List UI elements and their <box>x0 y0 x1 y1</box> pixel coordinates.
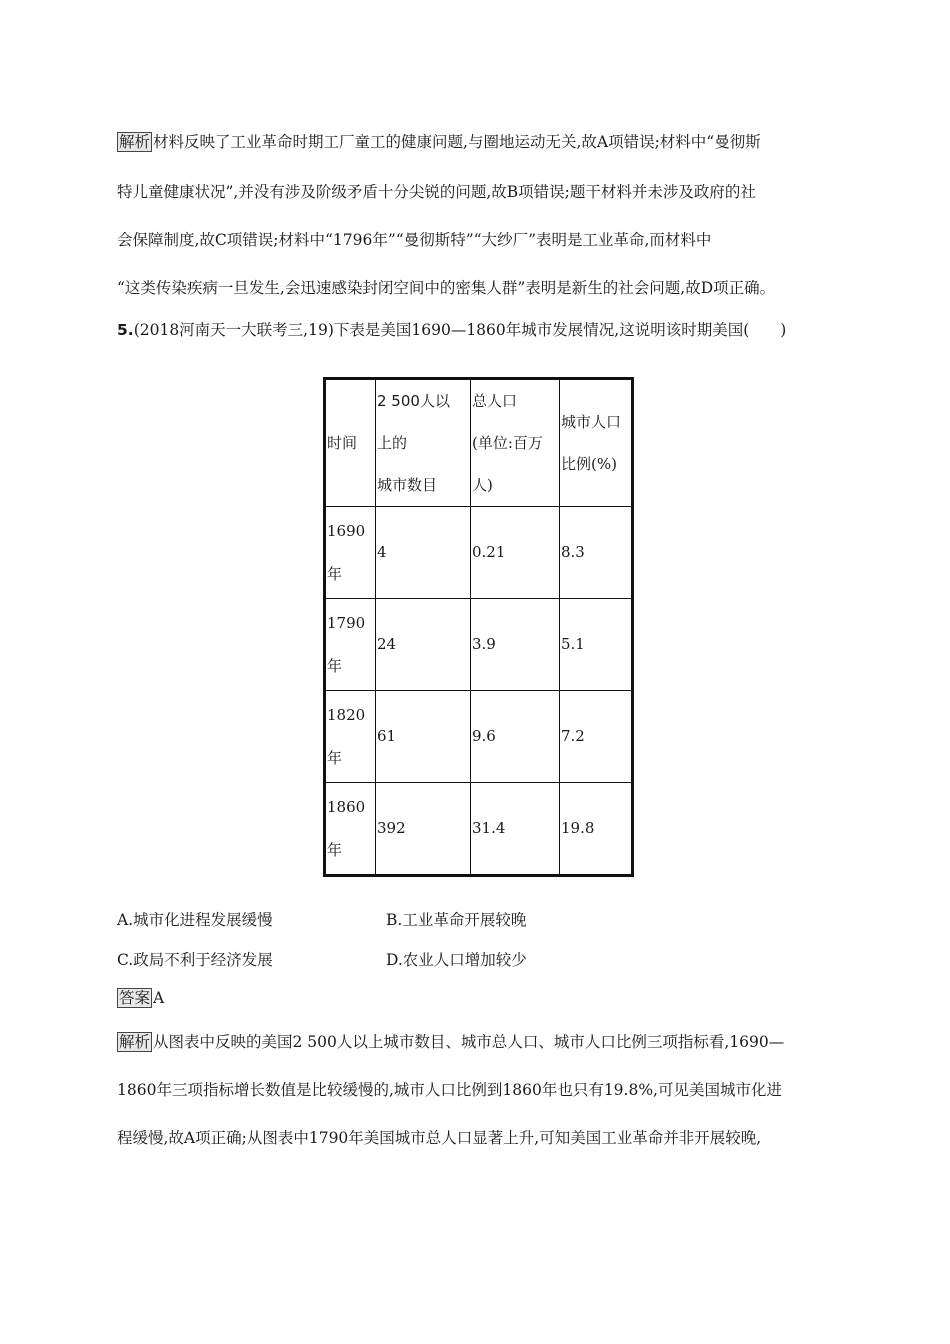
header-population-l1: 总人口 <box>472 392 518 410</box>
cell-ratio: 19.8 <box>560 783 633 876</box>
cell-year-unit: 年 <box>327 748 343 767</box>
analysis1-line4: “这类传染疾病一旦发生,会迅速感染封闭空间中的密集人群”表明是新生的社会问题,故D项正确。 <box>117 279 776 297</box>
cell-cities: 61 <box>376 691 471 783</box>
table-row <box>325 691 633 783</box>
header-urban-ratio-l1: 城市人口 <box>561 413 622 431</box>
cell-year-value: 1790 <box>327 613 366 632</box>
cell-cities: 392 <box>376 783 471 876</box>
analysis1-line2: 特儿童健康状况”,并没有涉及阶级矛盾十分尖锐的问题,故B项错误;题干材料并未涉及政府的社 <box>117 183 756 201</box>
table-header-row <box>325 379 633 507</box>
header-population-l2: (单位:百万 <box>472 434 543 452</box>
header-time: 时间 <box>325 379 376 507</box>
analysis2-text-line1: 从图表中反映的美国2 500人以上城市数目、城市总人口、城市人口比例三项指标看,1690— <box>153 1033 785 1051</box>
cell-year <box>325 599 376 691</box>
cell-year-value: 1820 <box>327 705 366 724</box>
option-a: A.城市化进程发展缓慢 <box>117 911 273 929</box>
cell-population: 3.9 <box>471 599 560 691</box>
cell-year-value: 1690 <box>327 521 366 540</box>
cell-year-value: 1860 <box>327 797 366 816</box>
table-row <box>325 507 633 599</box>
analysis1-line3: 会保障制度,故C项错误;材料中“1796年”“曼彻斯特”“大纱厂”表明是工业革命,而材料中 <box>117 231 712 249</box>
cell-year-unit: 年 <box>327 656 343 675</box>
cell-ratio: 5.1 <box>560 599 633 691</box>
cell-year-unit: 年 <box>327 564 343 583</box>
header-city-count-l3: 城市数目 <box>377 476 438 494</box>
header-population <box>471 379 560 507</box>
analysis2-line3: 程缓慢,故A项正确;从图表中1790年美国城市总人口显著上升,可知美国工业革命并非开展较晚, <box>117 1129 762 1147</box>
question-number: 5. <box>117 321 134 339</box>
header-population-l3: 人) <box>472 476 493 494</box>
header-city-count <box>376 379 471 507</box>
analysis2-line2: 1860年三项指标增长数值是比较缓慢的,城市人口比例到1860年也只有19.8%,可见美国城市化进 <box>117 1081 782 1099</box>
cell-population: 9.6 <box>471 691 560 783</box>
analysis1-line1 <box>117 130 761 152</box>
cell-cities: 24 <box>376 599 471 691</box>
header-urban-ratio-l2: 比例(%) <box>561 455 617 473</box>
option-c: C.政局不利于经济发展 <box>117 951 273 969</box>
cell-ratio: 8.3 <box>560 507 633 599</box>
question-stem: (2018河南天一大联考三,19)下表是美国1690—1860年城市发展情况,这说明该时期美国( ) <box>133 321 787 339</box>
analysis1-text-line1: 材料反映了工业革命时期工厂童工的健康问题,与圈地运动无关,故A项错误;材料中“曼彻斯 <box>153 133 761 151</box>
analysis-tag: 解析 <box>119 1033 151 1051</box>
header-urban-ratio <box>560 379 633 507</box>
header-city-count-l2: 上的 <box>377 434 408 452</box>
cell-cities: 4 <box>376 507 471 599</box>
city-development-table <box>323 377 634 877</box>
question5-stem-line <box>117 318 786 340</box>
cell-year-unit: 年 <box>327 840 343 859</box>
option-b: B.工业革命开展较晚 <box>386 911 527 929</box>
cell-population: 31.4 <box>471 783 560 876</box>
answer-value: A <box>153 989 165 1007</box>
cell-year <box>325 691 376 783</box>
analysis-tag: 解析 <box>119 133 151 151</box>
answer-tag: 答案 <box>119 989 151 1007</box>
cell-ratio: 7.2 <box>560 691 633 783</box>
cell-year <box>325 507 376 599</box>
analysis2-line1 <box>117 1030 784 1052</box>
cell-year <box>325 783 376 876</box>
cell-population: 0.21 <box>471 507 560 599</box>
answer-line <box>117 988 164 1008</box>
table-row <box>325 783 633 876</box>
table-row <box>325 599 633 691</box>
option-d: D.农业人口增加较少 <box>386 951 527 969</box>
header-city-count-l1: 2 500人以 <box>377 392 450 410</box>
